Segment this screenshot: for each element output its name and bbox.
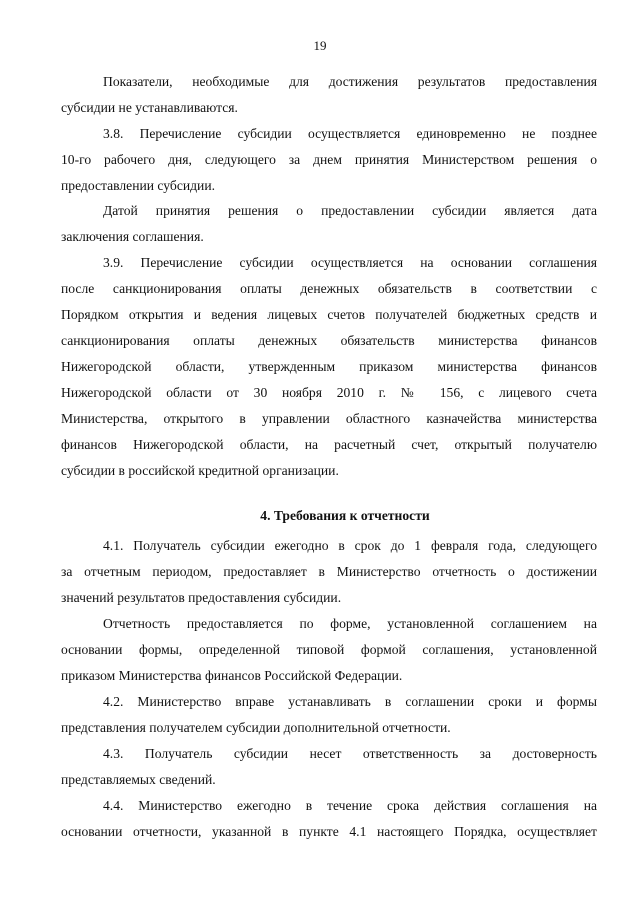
text-line: финансов Нижегородской области, на расчетный счет, открытый получателю <box>61 437 597 452</box>
text-line: представления получателем субсидии дополнительной отчетности. <box>61 720 451 735</box>
text-line: заключения соглашения. <box>61 229 204 244</box>
text-line: Нижегородской области, утвержденным приказом министерства финансов <box>61 359 597 374</box>
text-line: 3.8. Перечисление субсидии осуществляется единовременно не позднее <box>103 126 597 141</box>
text-line: Порядком открытия и ведения лицевых счетов получателей бюджетных средств и <box>61 307 597 322</box>
section-heading: 4. Требования к отчетности <box>260 508 430 523</box>
text-line: приказом Министерства финансов Российской Федерации. <box>61 668 403 683</box>
text-line: основании формы, определенной типовой формой соглашения, установленной <box>61 642 597 657</box>
text-line: 4.1. Получатель субсидии ежегодно в срок до 1 февраля года, следующего <box>103 538 597 553</box>
text-line: 4.2. Министерство вправе устанавливать в соглашении сроки и формы <box>103 694 597 709</box>
text-line: Нижегородской области от 30 ноября 2010 г. № 156, с лицевого счета <box>61 385 597 400</box>
text-line: за отчетным периодом, предоставляет в Министерство отчетность о достижении <box>61 564 597 579</box>
text-line: предоставлении субсидии. <box>61 178 215 193</box>
text-line: Датой принятия решения о предоставлении субсидии является дата <box>103 203 597 218</box>
text-line: Отчетность предоставляется по форме, установленной соглашением на <box>103 616 597 631</box>
page-number: 19 <box>313 38 327 53</box>
text-line: 4.3. Получатель субсидии несет ответственность за достоверность <box>103 746 597 761</box>
text-line: 10-го рабочего дня, следующего за днем принятия Министерством решения о <box>61 152 597 167</box>
text-line: 3.9. Перечисление субсидии осуществляется на основании соглашения <box>103 255 597 270</box>
text-line: после санкционирования оплаты денежных обязательств в соответствии с <box>61 281 597 296</box>
text-line: представляемых сведений. <box>61 772 216 787</box>
text-line: Показатели, необходимые для достижения результатов предоставления <box>103 74 597 89</box>
text-line: основании отчетности, указанной в пункте 4.1 настоящего Порядка, осуществляет <box>61 824 597 839</box>
text-line: санкционирования оплаты денежных обязательств министерства финансов <box>61 333 597 348</box>
text-line: субсидии в российской кредитной организации. <box>61 463 339 478</box>
text-line: значений результатов предоставления субсидии. <box>61 590 342 605</box>
text-line: Министерства, открытого в управлении областного казначейства министерства <box>61 411 597 426</box>
text-line: 4.4. Министерство ежегодно в течение срока действия соглашения на <box>103 798 597 813</box>
text-line: субсидии не устанавливаются. <box>61 100 238 115</box>
